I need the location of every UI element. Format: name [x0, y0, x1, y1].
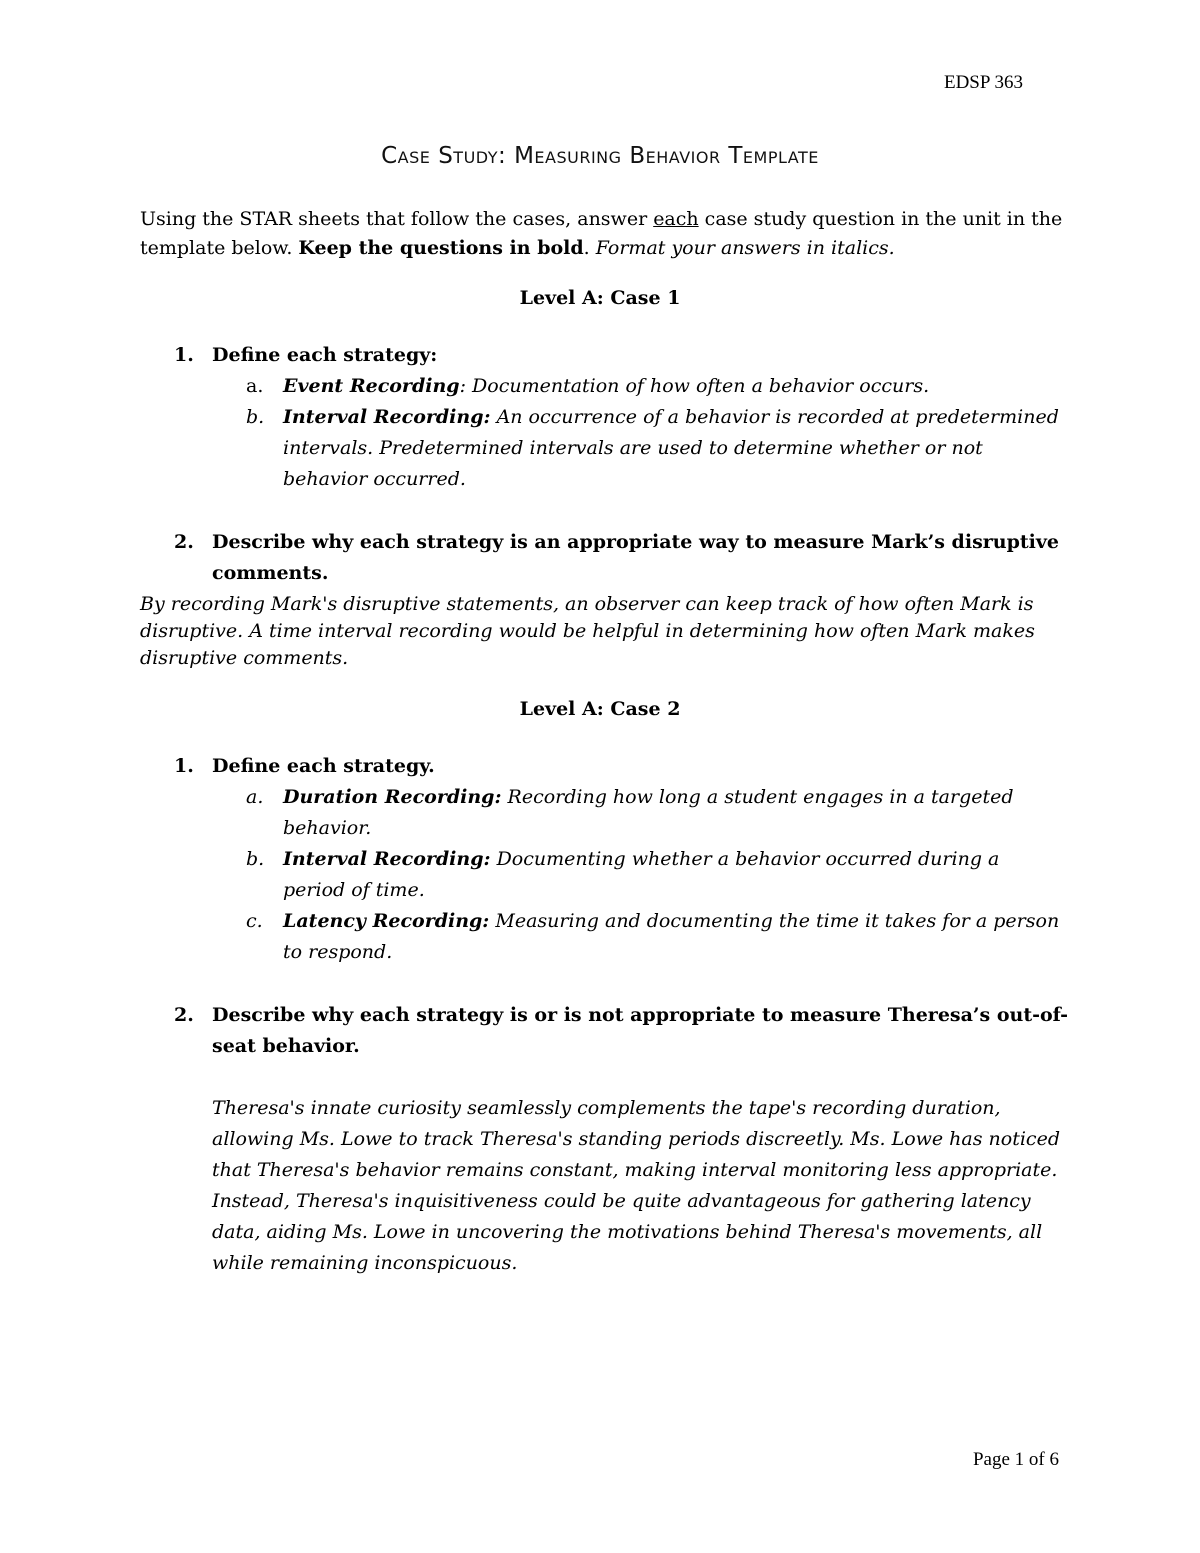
item-term: Interval Recording:: [283, 848, 491, 870]
question-number: 2.: [174, 531, 194, 553]
question-text: Define each strategy.: [212, 755, 435, 777]
course-code: EDSP 363: [943, 72, 1023, 93]
case1-q1-item-a: [246, 371, 1066, 402]
case2-q1-item-c: [246, 906, 1066, 968]
intro-bold: Keep the questions in bold: [298, 237, 584, 259]
intro-text-1: Using the STAR sheets that follow the cases, answer: [140, 208, 654, 230]
item-content: [283, 844, 1066, 906]
case2-q1-item-a: [246, 782, 1066, 844]
item-term: Latency Recording:: [283, 910, 490, 932]
question-text: Describe why each strategy is or is not appropriate to measure Theresa’s out-of-seat behavior.: [212, 1004, 1069, 1057]
item-definition: Documenting whether a behavior occurred during a period of time.: [283, 848, 1000, 901]
case2-question-2: [174, 1000, 1074, 1062]
item-separator: :: [459, 375, 473, 397]
intro-italic: Format your answers in italics.: [595, 237, 895, 259]
item-definition: An occurrence of a behavior is recorded at predetermined intervals. Predetermined intervals are used to determine whether or not behavior occurred.: [283, 406, 1059, 490]
item-definition: Documentation of how often a behavior occurs.: [472, 375, 930, 397]
item-letter: c.: [246, 910, 263, 932]
question-number: 2.: [174, 1004, 194, 1026]
item-definition: Recording how long a student engages in a targeted behavior.: [283, 786, 1014, 839]
item-letter: b.: [246, 406, 265, 428]
case2-heading: Level A: Case 2: [519, 698, 681, 720]
item-letter: b.: [246, 848, 265, 870]
item-content: [283, 371, 1066, 402]
case1-q1-item-b: [246, 402, 1066, 495]
page-number: Page 1 of 6: [972, 1449, 1059, 1470]
intro-text-3: .: [583, 237, 596, 259]
item-content: [283, 906, 1066, 968]
intro-text-2: case study question in the unit in the template below.: [140, 208, 1063, 259]
intro-underlined: each: [653, 208, 699, 230]
document-title: Case Study: Measuring Behavior Template: [381, 143, 819, 169]
intro-paragraph: [140, 205, 1070, 263]
item-term: Interval Recording:: [283, 406, 491, 428]
item-letter: a.: [246, 375, 264, 397]
question-text: Define each strategy:: [212, 344, 438, 366]
case2-q2-answer: Theresa's innate curiosity seamlessly complements the tape's recording duration, allowing Ms. Lowe to track Theresa's standing periods discreetly. Ms. Lowe has noticed that Theresa's behavior remains constant, making interval monitoring less appropriate. Instead, Theresa's inquisitiveness could be quite advantageous for gathering latency data, aiding Ms. Lowe in uncovering the motivations behind Theresa's movements, all while remaining inconspicuous.: [212, 1097, 1060, 1274]
case2-question-1: [174, 751, 1074, 782]
case1-question-2: [174, 527, 1074, 589]
case1-q2-answer: By recording Mark's disruptive statements, an observer can keep track of how often Mark is disruptive. A time interval recording would be helpful in determining how often Mark makes disruptive comments.: [140, 593, 1035, 669]
item-definition: Measuring and documenting the time it takes for a person to respond.: [283, 910, 1060, 963]
item-term: Event Recording: [283, 375, 460, 397]
item-term: Duration Recording:: [283, 786, 502, 808]
case2-q1-item-b: [246, 844, 1066, 906]
question-number: 1.: [174, 344, 194, 366]
item-content: [283, 782, 1066, 844]
item-content: [283, 402, 1066, 495]
question-number: 1.: [174, 755, 194, 777]
question-text: Describe why each strategy is an appropriate way to measure Mark’s disruptive comments.: [212, 531, 1059, 584]
case1-question-1: [174, 340, 1074, 371]
case1-heading: Level A: Case 1: [519, 287, 681, 309]
item-letter: a.: [246, 786, 264, 808]
